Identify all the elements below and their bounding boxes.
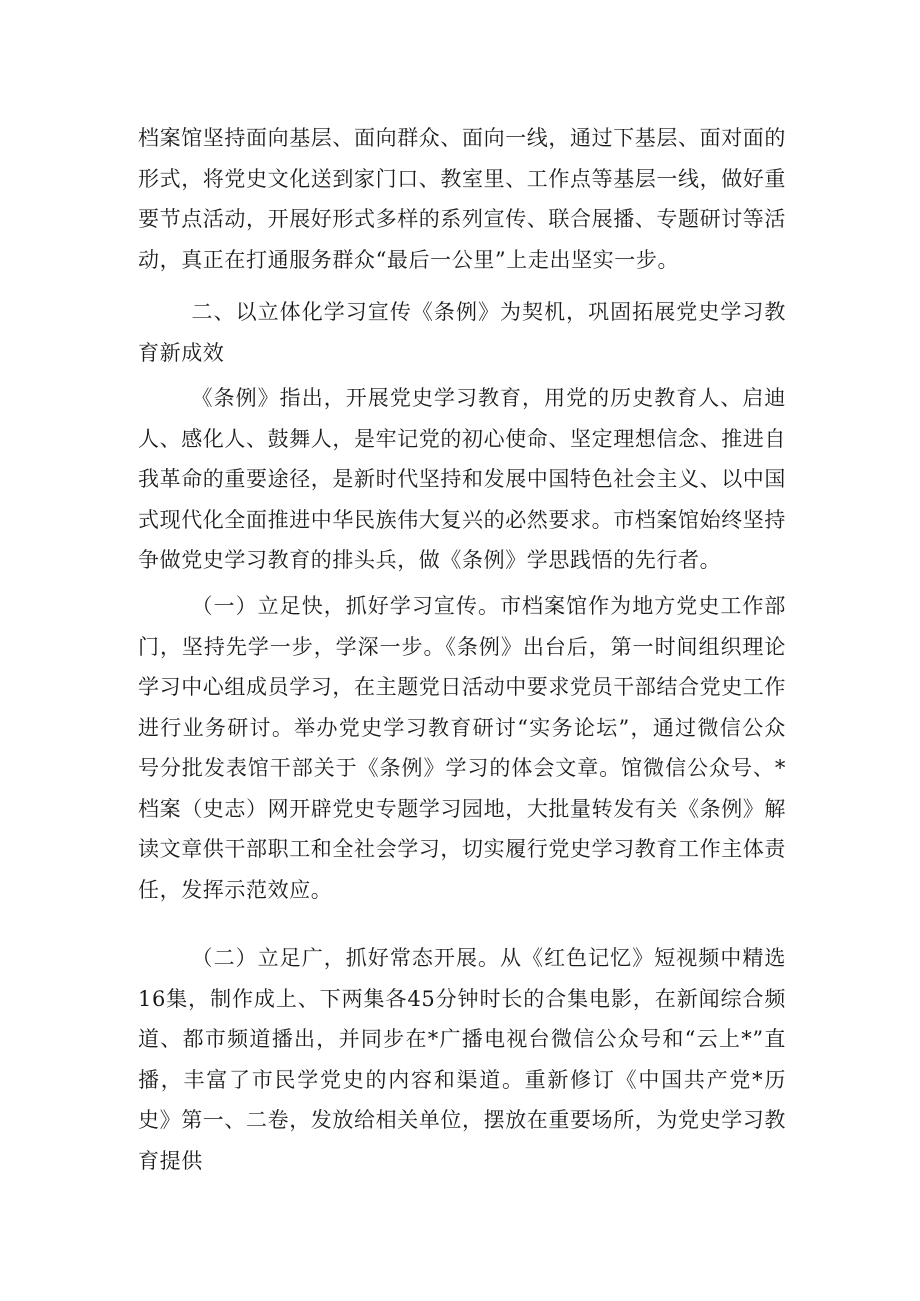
body-paragraph-2: 《条例》指出，开展党史学习教育，用党的历史教育人、启迪人、感化人、鼓舞人，是牢记党的初心使命、坚定理想信念、推进自我革命的重要途径，是新时代坚持和发展中国特色社会主义、以中国式现代化全面推进中华民族伟大复兴的必然要求。市档案馆始终坚持争做党史学习教育的排头兵，做《条例》学思践悟的先行者。	[138, 386, 786, 572]
body-paragraph-1: 档案馆坚持面向基层、面向群众、面向一线，通过下基层、面对面的形式，将党史文化送到家门口、教室里、工作点等基层一线，做好重要节点活动，开展好形式多样的系列宣传、联合展播、专题研讨等活动，真正在打通服务群众“最后一公里”上走出坚实一步。	[138, 126, 786, 272]
body-paragraph-4: （二）立足广，抓好常态开展。从《红色记忆》短视频中精选16集，制作成上、下两集各45分钟时长的合集电影，在新闻综合频道、都市频道播出，并同步在*广播电视台微信公众号和“云上*”直播，丰富了市民学党史的内容和渠道。重新修订《中国共产党*历史》第一、二卷，发放给相关单位，摆放在重要场所，为党史学习教育提供	[138, 946, 786, 1173]
section-heading: 二、以立体化学习宣传《条例》为契机，巩固拓展党史学习教育新成效	[138, 300, 786, 365]
body-paragraph-3: （一）立足快，抓好学习宣传。市档案馆作为地方党史工作部门，坚持先学一步，学深一步。《条例》出台后，第一时间组织理论学习中心组成员学习，在主题党日活动中要求党员干部结合党史工作进行业务研讨。举办党史学习教育研讨“实务论坛”，通过微信公众号分批发表馆干部关于《条例》学习的体会文章。馆微信公众号、*档案（史志）网开辟党史专题学习园地，大批量转发有关《条例》解读文章供干部职工和全社会学习，切实履行党史学习教育工作主体责任，发挥示范效应。	[138, 594, 786, 902]
